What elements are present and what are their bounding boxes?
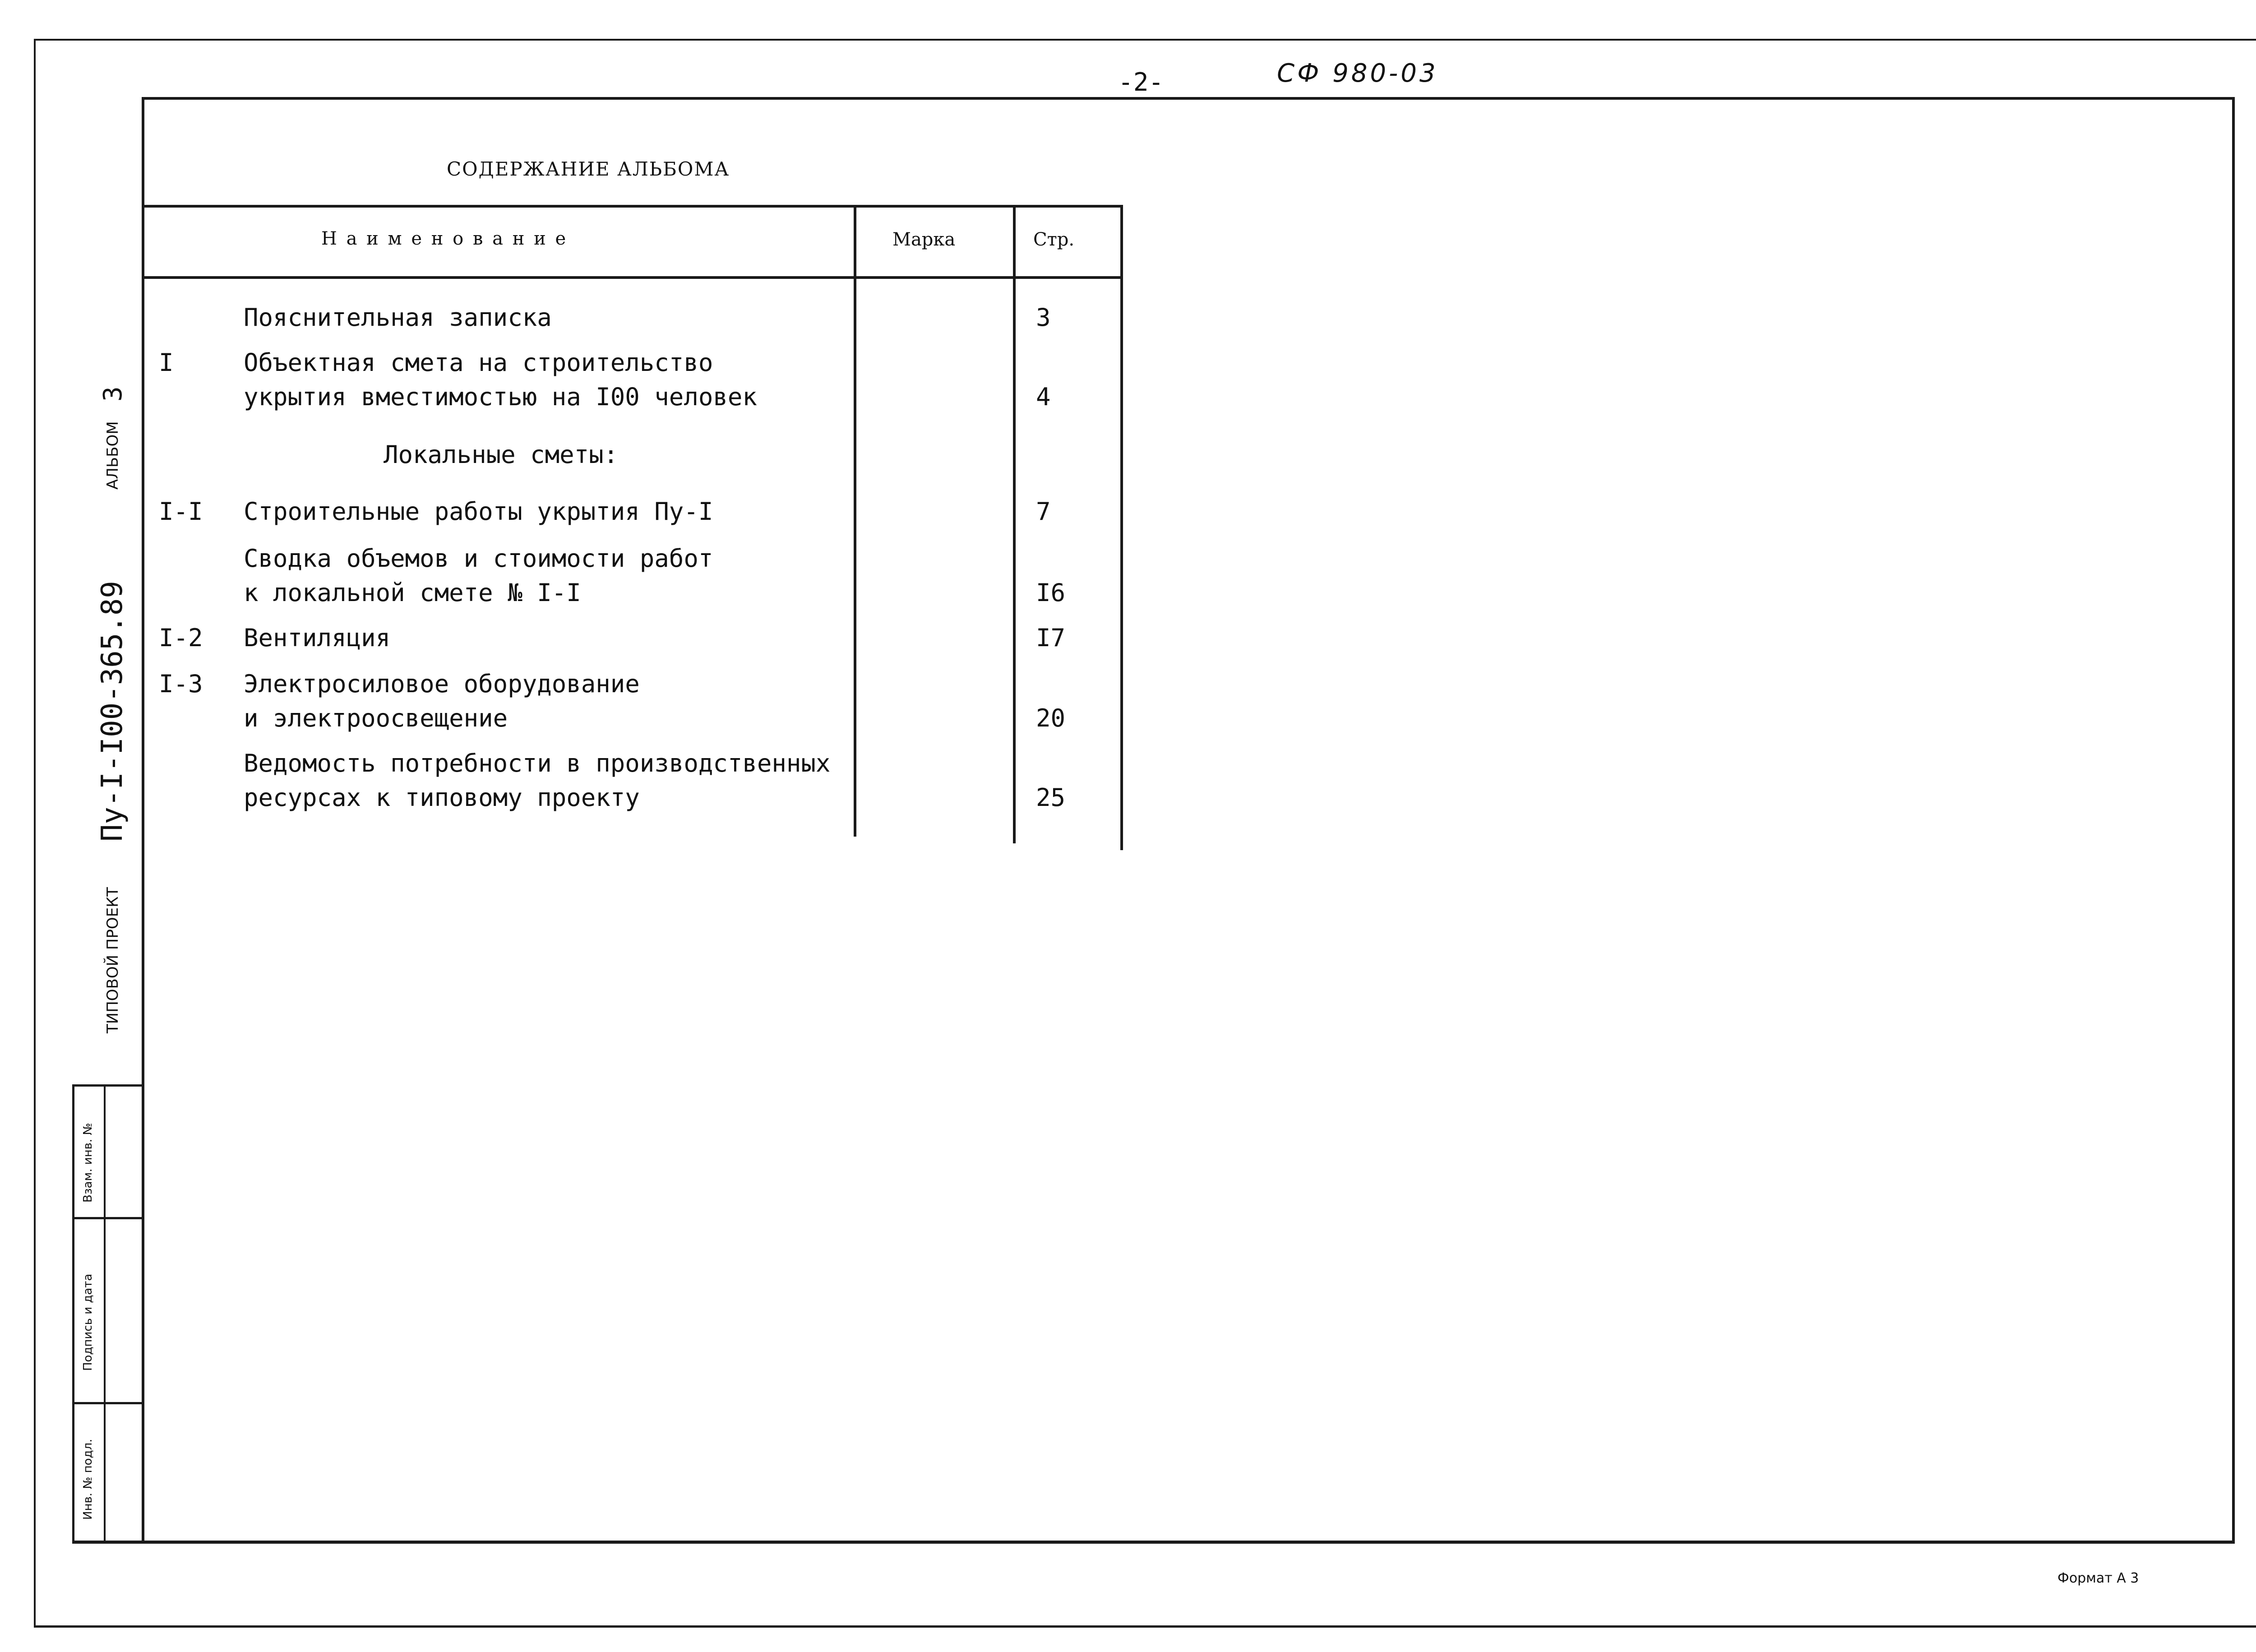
stamp-box-inner-divider (104, 1084, 106, 1542)
stamp-cell-signature-date: Подпись и дата (81, 1273, 95, 1371)
column-header-name: Н а и м е н о в а н и е (321, 228, 568, 249)
toc-row-name: Пояснительная записка (244, 303, 552, 332)
outer-frame-top (34, 39, 2256, 41)
stamp-box-left (72, 1084, 74, 1542)
stamp-cell-original-inventory: Инв. № подл. (81, 1439, 95, 1520)
toc-row-name: к локальной смете № I-I (244, 578, 581, 607)
table-header-border (143, 276, 1123, 279)
stamp-box-row-divider-2 (72, 1402, 143, 1404)
page-number: -2- (1118, 68, 1164, 97)
toc-row-name: и электроосвещение (244, 704, 508, 732)
table-divider-name-mark (854, 205, 856, 837)
toc-row-name: Ведомость потребности в производственных (244, 749, 831, 777)
project-code: Пу-I-I00-365.89 (96, 581, 129, 842)
toc-row-code: I-I (159, 497, 203, 526)
toc-row-page: 3 (1036, 303, 1051, 332)
table-right-border (1120, 205, 1123, 850)
album-number: 3 (98, 386, 128, 402)
toc-row-name: Сводка объемов и стоимости работ (244, 544, 713, 573)
inner-frame-right (2232, 97, 2235, 1543)
toc-row-page: 20 (1036, 704, 1066, 732)
table-divider-mark-page (1013, 205, 1016, 843)
inner-frame-bottom (72, 1541, 2235, 1544)
column-header-page: Стр. (1033, 229, 1075, 250)
toc-row-page: I7 (1036, 624, 1066, 652)
toc-row-name: Электросиловое оборудование (244, 670, 640, 698)
toc-row-name: Объектная смета на строительство (244, 348, 713, 377)
toc-row-name: ресурсах к типовому проекту (244, 783, 640, 812)
stamp-cell-replacement-inventory: Взам. инв. № (81, 1123, 95, 1203)
stamp-box-top (72, 1084, 143, 1087)
toc-row-name: Вентиляция (244, 624, 391, 652)
outer-frame-left (34, 39, 36, 1627)
toc-row-code: I-3 (159, 670, 203, 698)
toc-row-name: укрытия вместимостью на I00 человек (244, 383, 757, 411)
column-header-mark: Марка (892, 229, 956, 250)
outer-frame-bottom (34, 1625, 2256, 1628)
inner-frame-top (143, 97, 2235, 100)
album-label: АЛЬБОМ (104, 421, 122, 490)
toc-row-code: I-2 (159, 624, 203, 652)
document-code: СФ 980-03 (1277, 59, 1438, 88)
toc-row-code: I (159, 348, 174, 377)
album-contents-title: СОДЕРЖАНИЕ АЛЬБОМА (447, 158, 730, 180)
toc-section-heading: Локальные сметы: (384, 440, 619, 469)
table-top-border (143, 205, 1123, 208)
toc-row-page: I6 (1036, 578, 1066, 607)
toc-row-page: 4 (1036, 383, 1051, 411)
stamp-box-row-divider-1 (72, 1217, 143, 1219)
toc-row-page: 25 (1036, 783, 1066, 812)
format-label: Формат А 3 (2057, 1570, 2139, 1586)
toc-row-page: 7 (1036, 497, 1051, 526)
project-type-label: ТИПОВОЙ ПРОЕКТ (104, 887, 122, 1033)
inner-frame-left (142, 97, 144, 1543)
toc-row-name: Строительные работы укрытия Пу-I (244, 497, 713, 526)
